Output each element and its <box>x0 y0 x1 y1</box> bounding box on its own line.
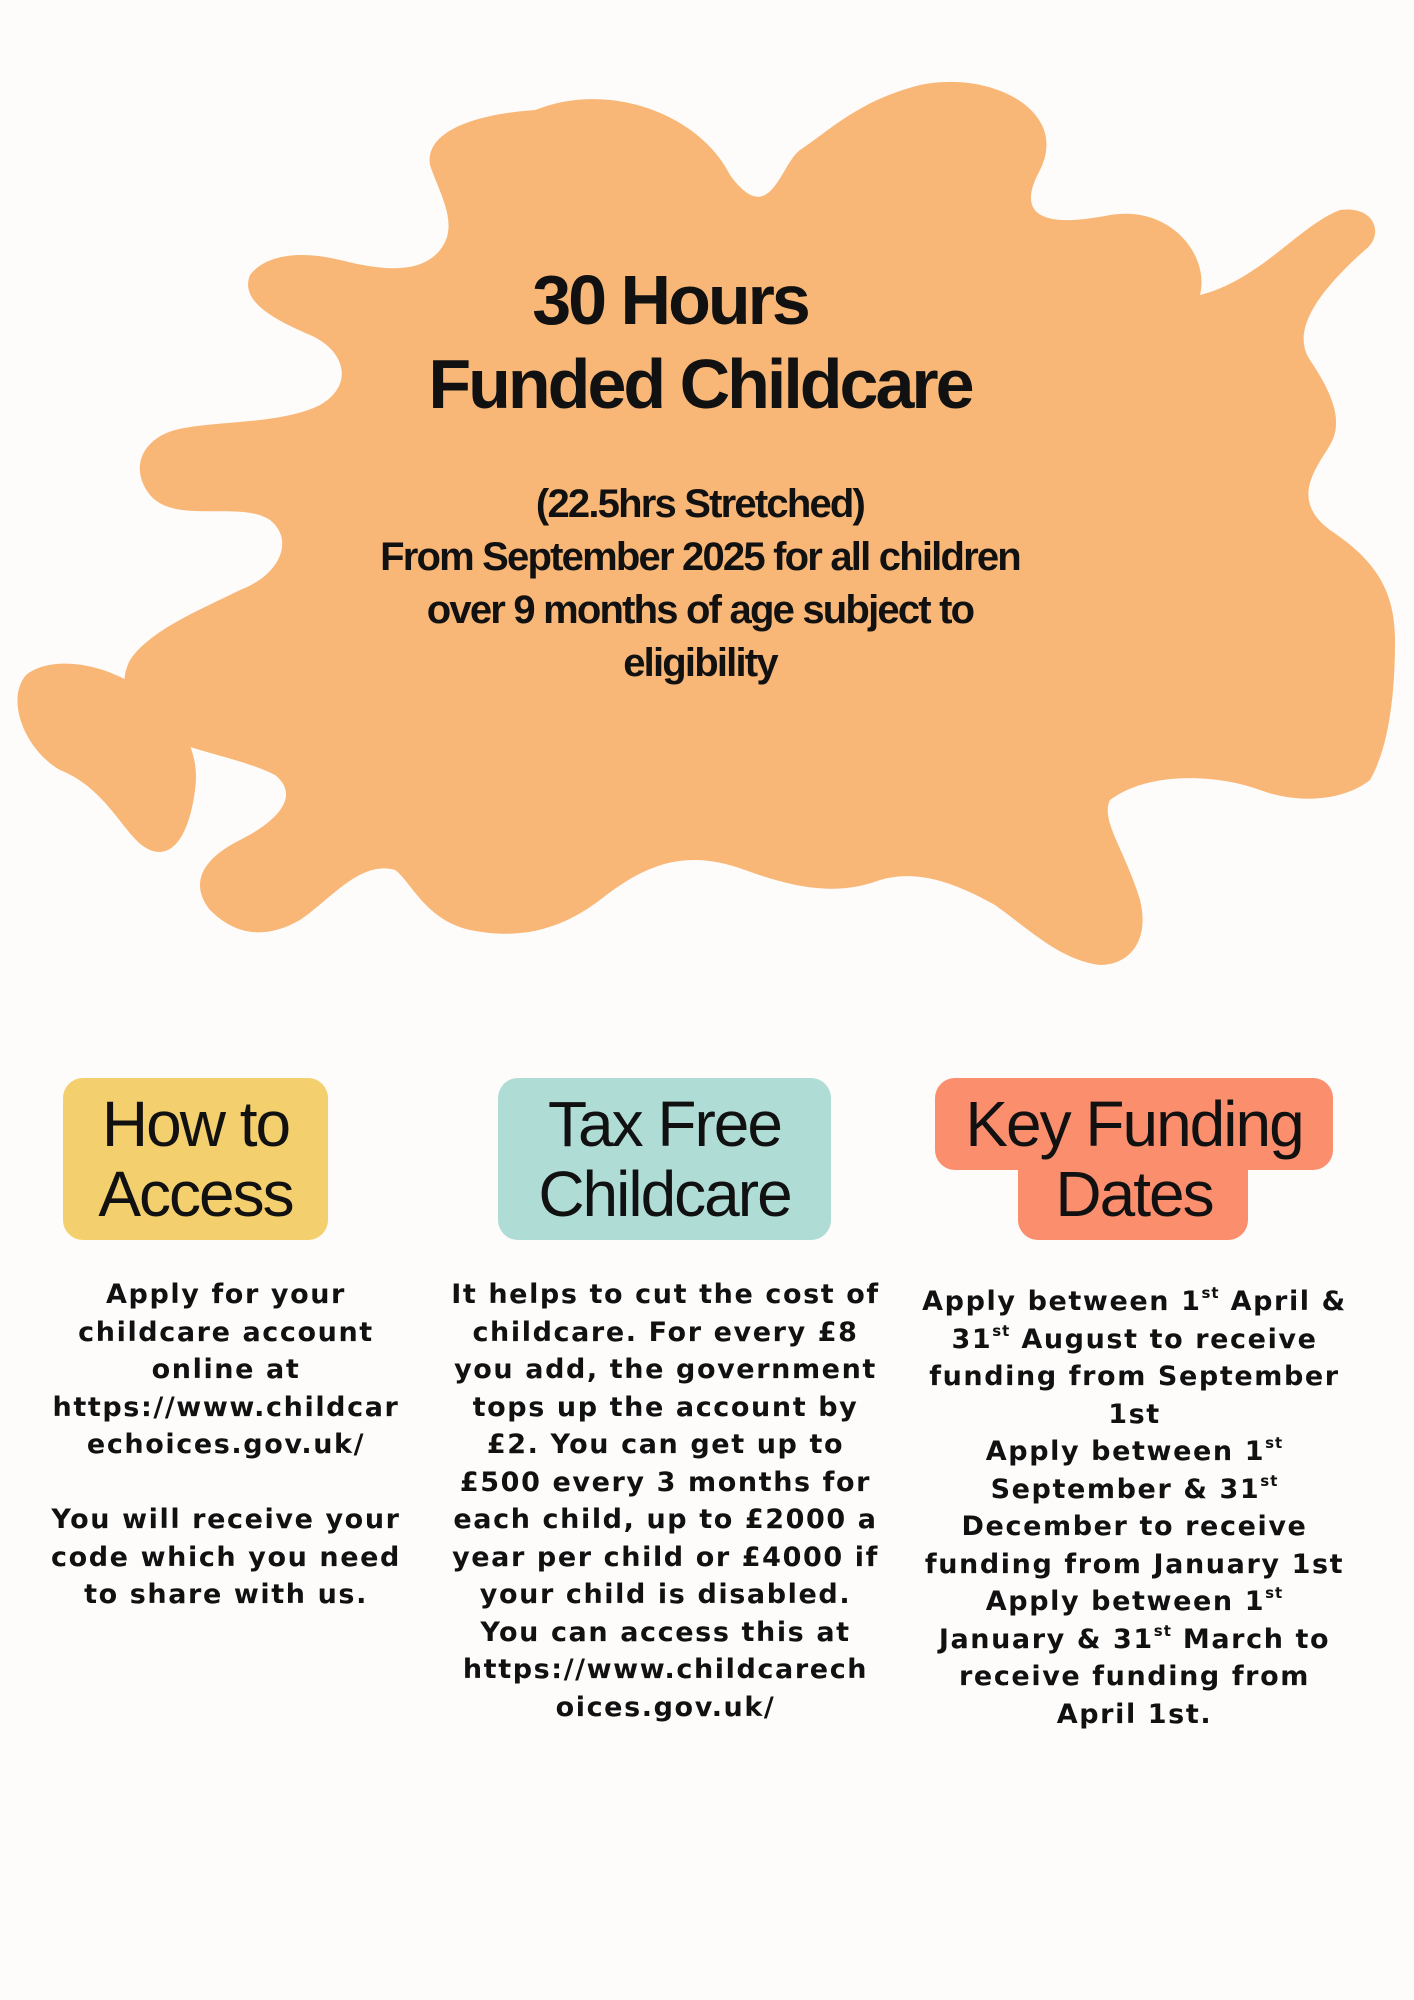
hero-sub-line-1: (22.5hrs Stretched) <box>535 482 865 526</box>
access-line: You will receive your <box>51 1504 401 1535</box>
key-line: funding from September <box>929 1361 1340 1392</box>
tax-free-heading-line-1: Tax Free <box>548 1088 781 1160</box>
access-line: online at <box>151 1354 301 1385</box>
access-line: code which you need <box>51 1541 401 1573</box>
tax-line: You can access this at <box>480 1616 851 1648</box>
hero-sub-line-4: eligibility <box>623 641 777 685</box>
key-line: December to receive <box>961 1511 1308 1542</box>
tax-free-childcare-heading <box>498 1078 831 1240</box>
key-dates-heading-line-1: Key Funding <box>965 1088 1303 1160</box>
tax-line: each child, up to £2000 a <box>453 1504 878 1535</box>
tax-line: your child is disabled. <box>479 1579 852 1610</box>
key-line: Apply between 1st April & <box>922 1284 1347 1317</box>
tax-url-line: oices.gov.uk/ <box>555 1691 776 1723</box>
key-line: April 1st. <box>1056 1698 1213 1730</box>
access-line: childcare account <box>78 1316 374 1348</box>
how-to-access-heading-line-1: How to <box>101 1088 290 1160</box>
hero-sub-line-3: over 9 months of age subject to <box>426 588 974 632</box>
access-url-line: https://www.childcar <box>52 1391 400 1423</box>
tax-line: tops up the account by <box>472 1391 859 1423</box>
how-to-access-body <box>36 1276 416 1614</box>
key-line: 31st August to receive <box>951 1321 1318 1355</box>
tax-line: £2. You can get up to <box>486 1429 845 1460</box>
key-line: September & 31st <box>990 1471 1279 1505</box>
access-line: to share with us. <box>84 1579 368 1610</box>
how-to-access-heading-line-2: Access <box>98 1158 293 1230</box>
hero-title <box>250 258 1150 426</box>
key-funding-dates-heading <box>935 1078 1333 1240</box>
how-to-access-heading <box>63 1078 328 1240</box>
key-line: Apply between 1st <box>985 1584 1284 1617</box>
hero-sub-line-2: From September 2025 for all children <box>380 535 1020 579</box>
access-line: Apply for your <box>106 1279 346 1310</box>
tax-line: you add, the government <box>454 1354 877 1385</box>
tax-free-heading-line-2: Childcare <box>538 1158 791 1230</box>
tax-free-childcare-body <box>442 1276 889 1726</box>
key-dates-heading-line-2: Dates <box>1055 1158 1213 1230</box>
hero-title-line-1: 30 Hours <box>532 261 808 339</box>
tax-line: £500 every 3 months for <box>459 1466 872 1498</box>
key-funding-dates-body <box>912 1283 1357 1733</box>
hero-title-line-2: Funded Childcare <box>428 345 972 423</box>
key-line: Apply between 1st <box>985 1434 1284 1467</box>
key-line: funding from January 1st <box>924 1548 1345 1580</box>
tax-line: year per child or £4000 if <box>452 1541 879 1573</box>
hero-subtitle <box>250 478 1150 690</box>
tax-url-line: https://www.childcarech <box>462 1654 869 1685</box>
key-line: January & 31st March to <box>938 1621 1331 1655</box>
tax-line: It helps to cut the cost of <box>451 1279 880 1310</box>
tax-line: childcare. For every £8 <box>472 1316 859 1348</box>
key-line: receive funding from <box>959 1661 1310 1692</box>
access-url-line: echoices.gov.uk/ <box>86 1429 366 1460</box>
key-line: 1st <box>1108 1398 1161 1430</box>
